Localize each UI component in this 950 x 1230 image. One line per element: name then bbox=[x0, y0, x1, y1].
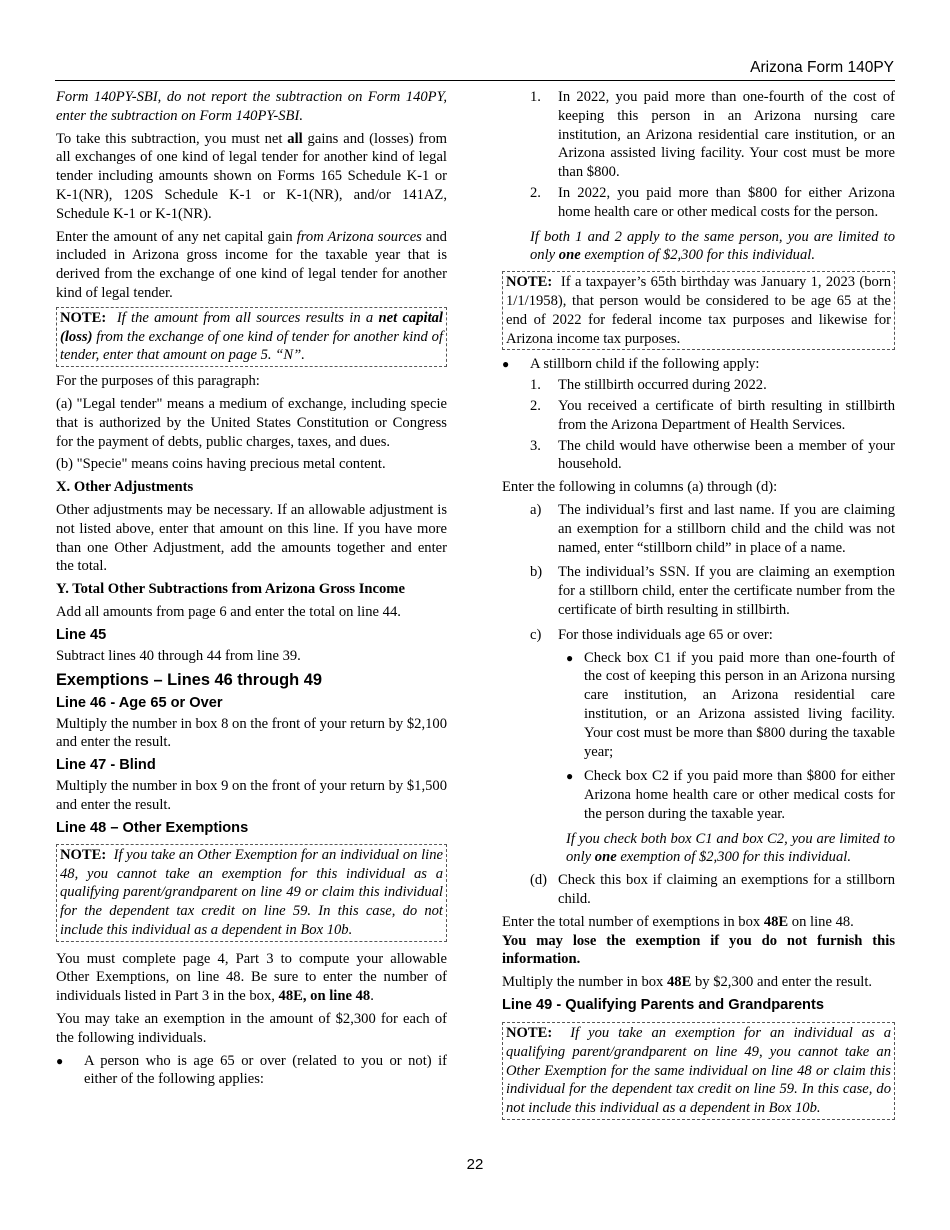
list-item: 3. The child would have otherwise been a member of your household. bbox=[530, 437, 895, 473]
bullet-icon: ● bbox=[566, 650, 574, 665]
line-heading: Line 49 - Qualifying Parents and Grandparents bbox=[502, 997, 824, 1014]
paragraph: Multiply the number in box 8 on the front of your return by $2,100 and enter the result. bbox=[56, 715, 447, 751]
paragraph: Enter the amount of any net capital gain from Arizona sources and included in Arizona gross income for the taxable year that is derived from the exchange of one kind of legal tender for another kind of legal tender. bbox=[56, 228, 447, 301]
note-box: NOTE: If the amount from all sources results in a net capital (loss) from the exchange of one kind of tender for another kind of tender, enter that amount on page 5. “N”. bbox=[56, 307, 447, 367]
section-heading: X. Other Adjustments bbox=[56, 479, 194, 496]
paragraph: If you check both box C1 and box C2, you are limited to only one exemption of $2,300 for this individual. bbox=[566, 830, 895, 866]
page-number: 22 bbox=[466, 1156, 484, 1173]
paragraph: You may lose the exemption if you do not furnish this information. bbox=[502, 932, 895, 968]
list-item: (d) Check this box if claiming an exemptions for a stillborn child. bbox=[530, 872, 895, 908]
line-heading: Line 46 - Age 65 or Over bbox=[56, 694, 223, 711]
paragraph: Enter the total number of exemptions in box 48E on line 48. bbox=[502, 913, 854, 930]
list-item: c) For those individuals age 65 or over: bbox=[530, 626, 773, 643]
paragraph: If both 1 and 2 apply to the same person, you are limited to only one exemption of $2,300 for this individual. bbox=[530, 228, 895, 264]
bullet-icon: ● bbox=[56, 1053, 64, 1068]
list-item: 2. You received a certificate of birth resulting in stillbirth from the Arizona Department of Health Services. bbox=[530, 397, 895, 433]
list-item: b) The individual’s SSN. If you are claiming an exemption for a stillborn child, enter the certificate number from the certificate of birth resulting in stillbirth. bbox=[530, 564, 895, 618]
form-title: Arizona Form 140PY bbox=[750, 59, 894, 76]
paragraph: To take this subtraction, you must net all gains and (losses) from all exchanges of one kind of legal tender for another kind of legal tender including amounts shown on Forms 165 Schedule K-1 or K-1(NR), 120S Schedule K-1 or K-1(NR), and/or 141AZ, Schedule K-1 or K-1(NR). bbox=[56, 130, 447, 222]
paragraph: Multiply the number in box 9 on the front of your return by $1,500 and enter the result. bbox=[56, 778, 447, 813]
paragraph: Form 140PY-SBI, do not report the subtraction on Form 140PY, enter the subtraction on Form 140PY-SBI. bbox=[56, 89, 447, 124]
bullet-icon: ● bbox=[566, 769, 574, 784]
note-box: NOTE: If you take an exemption for an individual as a qualifying parent/grandparent on line 49, you cannot take an Other Exemption for the same individual on line 48 or claim this individual for the dependent tax credit on line 59. In this case, do not include this individual as a dependent in Box 10b. bbox=[502, 1022, 895, 1120]
list-item: 1. The stillbirth occurred during 2022. bbox=[530, 377, 767, 394]
paragraph: You may take an exemption in the amount of $2,300 for each of the following individuals. bbox=[56, 1011, 447, 1046]
line-heading: Line 48 – Other Exemptions bbox=[56, 819, 249, 836]
paragraph: Subtract lines 40 through 44 from line 39. bbox=[56, 647, 301, 664]
header-rule bbox=[55, 80, 895, 81]
paragraph: Enter the following in columns (a) through (d): bbox=[502, 479, 778, 496]
list-item: a) The individual’s first and last name. If you are claiming an exemption for a stillborn child and the child was not named, enter “stillborn child” in place of a name. bbox=[530, 501, 895, 556]
line-heading: Line 45 bbox=[56, 626, 107, 643]
bullet-item: ● A person who is age 65 or over (related to you or not) if either of the following applies: bbox=[56, 1052, 447, 1088]
paragraph: Add all amounts from page 6 and enter the total on line 44. bbox=[56, 603, 401, 620]
paragraph: (a) "Legal tender" means a medium of exchange, including specie that is authorized by the United States Constitution or Congress for the payment of debts, public charges, taxes, and dues. bbox=[56, 395, 447, 450]
bullet-icon: ● bbox=[502, 357, 510, 372]
note-label: NOTE: bbox=[60, 846, 107, 863]
paragraph: You must complete page 4, Part 3 to compute your allowable Other Exemptions, on line 48. Be sure to enter the number of individuals listed in Part 3 in the box, 48E, on line 48. bbox=[56, 950, 447, 1005]
right-column bbox=[502, 88, 895, 1125]
paragraph: (b) "Specie" means coins having precious metal content. bbox=[56, 456, 386, 473]
note-box: NOTE: If you take an Other Exemption for an individual on line 48, you cannot take an exemption for this individual as a qualifying parent/grandparent on line 49 or claim this individual for the dependent tax credit on line 59. In this case, do not include this individual as a dependent in Box 10b. bbox=[56, 844, 447, 942]
note-box: NOTE: If a taxpayer’s 65th birthday was January 1, 2023 (born 1/1/1958), that person would be considered to be age 65 at the end of 2022 for federal income tax purposes and likewise for Arizona income tax purposes. bbox=[502, 271, 895, 350]
section-heading: Exemptions – Lines 46 through 49 bbox=[56, 670, 322, 689]
line-heading: Line 47 - Blind bbox=[56, 757, 156, 774]
note-label: NOTE: bbox=[506, 1025, 553, 1042]
list-item: 2. In 2022, you paid more than $800 for either Arizona home health care or other medical costs for the person. bbox=[530, 184, 895, 220]
paragraph: Other adjustments may be necessary. If an allowable adjustment is not listed above, enter that amount on this line. If you have more than one Other Adjustment, add the amounts together and enter the total. bbox=[56, 501, 447, 575]
list-item: ● Check box C2 if you paid more than $800 for either Arizona home health care or other medical costs for the person during the taxable year. bbox=[566, 768, 895, 822]
list-item: 1. In 2022, you paid more than one-fourth of the cost of keeping this person in an Arizona nursing care institution, an Arizona residential care institution, or an Arizona assisted living facility. Your cost must be more than $800. bbox=[530, 89, 895, 181]
paragraph: For the purposes of this paragraph: bbox=[56, 373, 260, 390]
left-column bbox=[56, 88, 447, 1091]
bullet-item: ● A stillborn child if the following apply: bbox=[502, 356, 760, 373]
note-label: NOTE: bbox=[506, 274, 553, 291]
section-heading: Y. Total Other Subtractions from Arizona Gross Income bbox=[56, 581, 405, 598]
note-label: NOTE: bbox=[60, 309, 107, 326]
paragraph: Multiply the number in box 48E by $2,300 and enter the result. bbox=[502, 974, 873, 991]
list-item: ● Check box C1 if you paid more than one-fourth of the cost of keeping this person in an Arizona nursing care institution, an Arizona residential care institution, or an Arizona assisted living facility. Your cost must be more than $800 during the taxable year; bbox=[566, 649, 895, 760]
